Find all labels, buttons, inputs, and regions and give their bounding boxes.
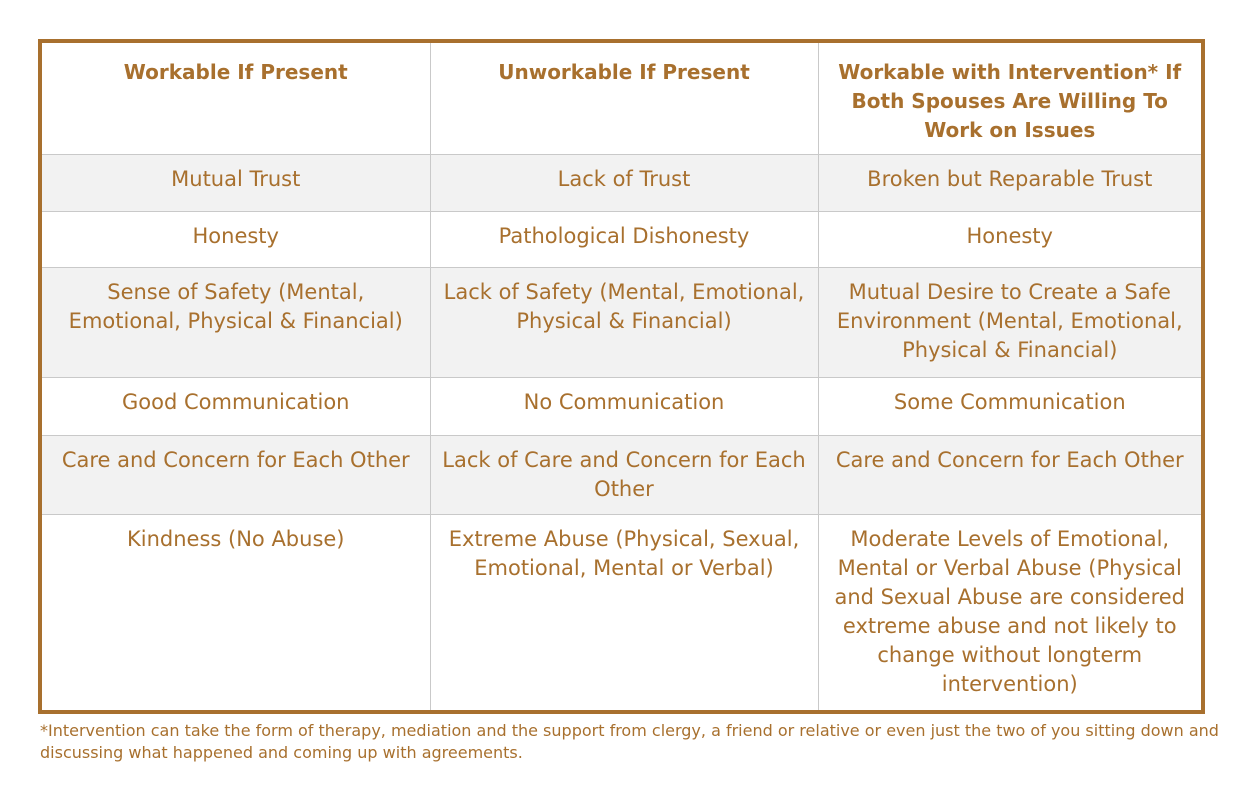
table-cell: Pathological Dishonesty xyxy=(430,211,818,267)
table-cell: Honesty xyxy=(42,211,430,267)
table-cell: Care and Concern for Each Other xyxy=(42,435,430,514)
table-row xyxy=(42,154,1201,211)
table-cell: Lack of Trust xyxy=(430,154,818,211)
header-workable-if-present: Workable If Present xyxy=(42,43,430,154)
table-row xyxy=(42,435,1201,514)
table-cell: Mutual Desire to Create a Safe Environment (Mental, Emotional, Physical & Financial) xyxy=(818,267,1201,377)
table-row xyxy=(42,211,1201,267)
table-header-row xyxy=(42,43,1201,154)
table-cell: Lack of Safety (Mental, Emotional, Physical & Financial) xyxy=(430,267,818,377)
table-cell: Extreme Abuse (Physical, Sexual, Emotional, Mental or Verbal) xyxy=(430,514,818,710)
header-unworkable-if-present: Unworkable If Present xyxy=(430,43,818,154)
table-cell: Honesty xyxy=(818,211,1201,267)
table-cell: Kindness (No Abuse) xyxy=(42,514,430,710)
table-cell: Some Communication xyxy=(818,377,1201,435)
table-row xyxy=(42,267,1201,377)
header-workable-with-intervention: Workable with Intervention* If Both Spouses Are Willing To Work on Issues xyxy=(818,43,1201,154)
table-cell: Moderate Levels of Emotional, Mental or Verbal Abuse (Physical and Sexual Abuse are considered extreme abuse and not likely to change without longterm intervention) xyxy=(818,514,1201,710)
relationship-workability-table xyxy=(42,43,1201,710)
table-row xyxy=(42,377,1201,435)
relationship-table-frame xyxy=(38,39,1205,714)
table-row xyxy=(42,514,1201,710)
table-cell: Mutual Trust xyxy=(42,154,430,211)
intervention-footnote: *Intervention can take the form of therapy, mediation and the support from clergy, a friend or relative or even just the two of you sitting down and discussing what happened and coming up with agreements. xyxy=(40,721,1219,762)
table-cell: Lack of Care and Concern for Each Other xyxy=(430,435,818,514)
table-cell: Sense of Safety (Mental, Emotional, Physical & Financial) xyxy=(42,267,430,377)
table-cell: No Communication xyxy=(430,377,818,435)
table-cell: Good Communication xyxy=(42,377,430,435)
table-cell: Broken but Reparable Trust xyxy=(818,154,1201,211)
table-cell: Care and Concern for Each Other xyxy=(818,435,1201,514)
